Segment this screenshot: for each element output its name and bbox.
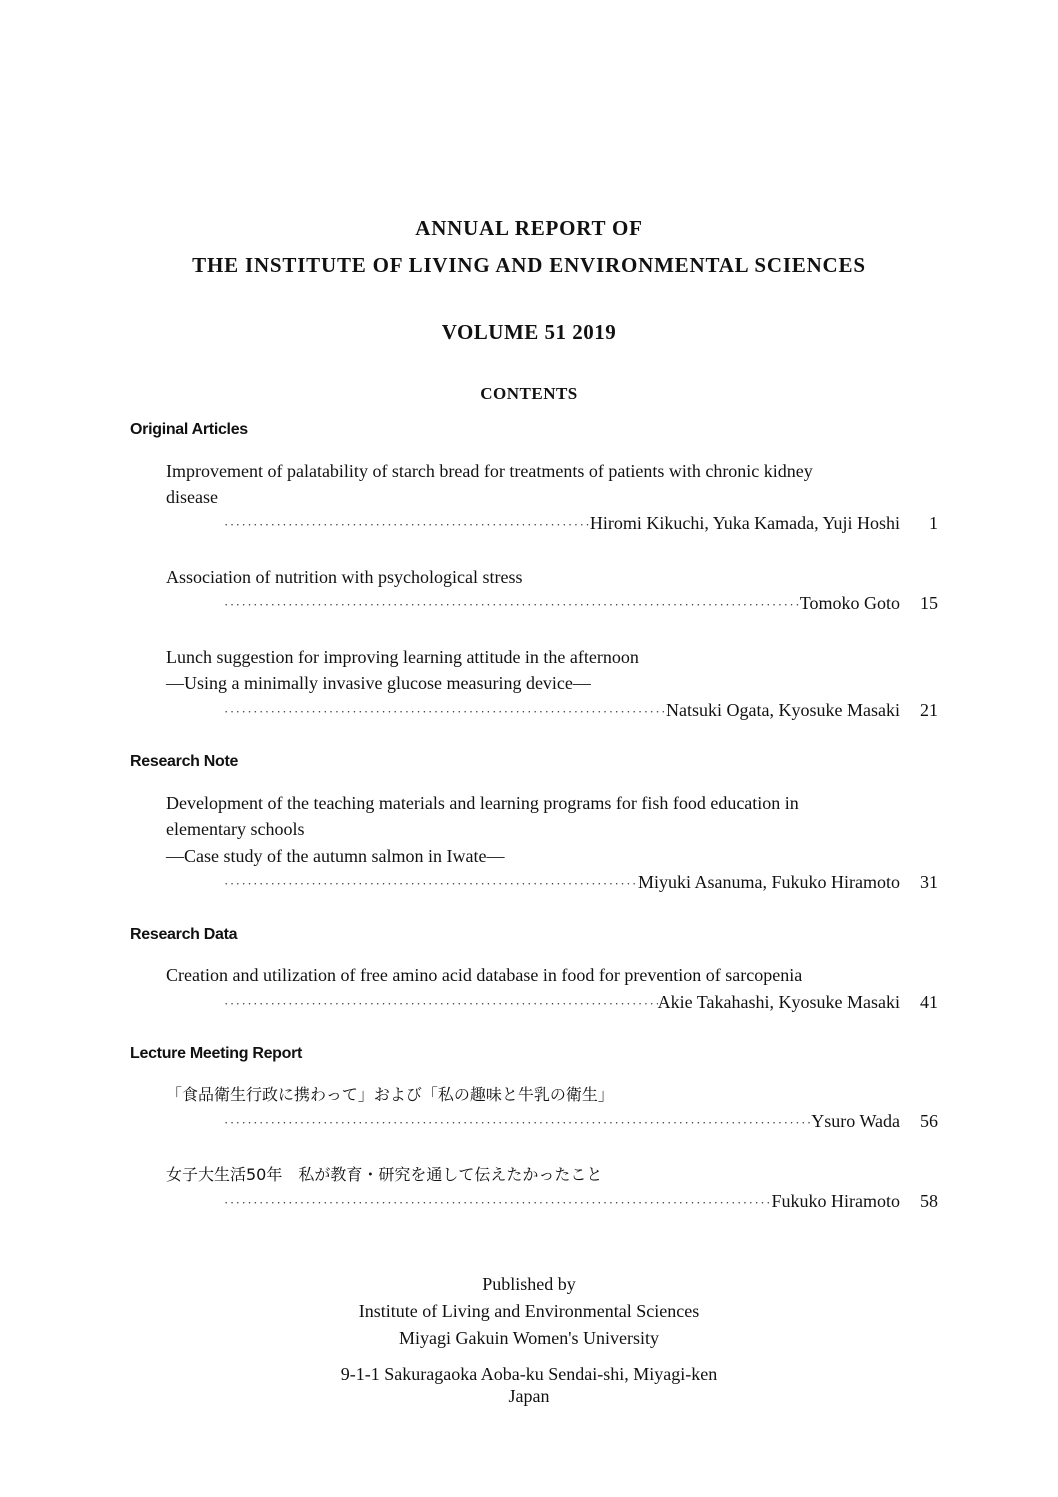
article-byline — [224, 1108, 938, 1134]
article-title-line: 「食品衛生行政に携わって」および「私の趣味と牛乳の衛生」 — [166, 1085, 614, 1104]
article-byline — [224, 590, 938, 616]
article-authors: Natsuki Ogata, Kyosuke Masaki — [666, 700, 900, 720]
article-subtitle-line: —Using a minimally invasive glucose measuring device— — [166, 673, 591, 693]
article-byline — [224, 697, 938, 723]
article-byline — [224, 989, 938, 1015]
section-heading-research-note: Research Note — [130, 753, 239, 770]
article-authors: Fukuko Hiramoto — [771, 1191, 900, 1211]
article-title-line: Improvement of palatability of starch bread for treatments of patients with chronic kidney — [166, 461, 813, 481]
article-title-line: disease — [166, 487, 218, 507]
article-subtitle-line: —Case study of the autumn salmon in Iwate— — [166, 846, 505, 866]
section-heading-lecture-meeting-report: Lecture Meeting Report — [130, 1045, 303, 1062]
leader-dots — [224, 1110, 811, 1136]
leader-dots — [224, 871, 638, 897]
article-page-number: 56 — [920, 1111, 938, 1131]
leader-dots — [224, 512, 590, 538]
article-page-number: 1 — [929, 513, 938, 533]
leader-dots — [224, 1190, 772, 1216]
article-title-line: elementary schools — [166, 819, 305, 839]
report-title-line1: ANNUAL REPORT OF — [415, 216, 643, 240]
publisher-address: 9-1-1 Sakuragaoka Aoba-ku Sendai-shi, Miyagi-ken — [340, 1364, 718, 1384]
article-authors: Hiromi Kikuchi, Yuka Kamada, Yuji Hoshi — [589, 513, 900, 533]
article-authors: Tomoko Goto — [799, 593, 900, 613]
article-authors: Ysuro Wada — [811, 1111, 900, 1131]
article-title-line: Development of the teaching materials and learning programs for fish food education in — [166, 793, 799, 813]
report-title-line2: THE INSTITUTE OF LIVING AND ENVIRONMENTAL SCIENCES — [192, 253, 866, 277]
article-title-line: 女子大生活50年 私が教育・研究を通して伝えたかったこと — [166, 1165, 603, 1184]
publisher-university: Miyagi Gakuin Women's University — [399, 1328, 659, 1348]
article-page-number: 31 — [920, 872, 938, 892]
article-page-number: 21 — [920, 700, 938, 720]
article-title-line: Creation and utilization of free amino acid database in food for prevention of sarcopenia — [166, 965, 803, 985]
article-byline — [224, 869, 938, 895]
leader-dots — [224, 991, 658, 1017]
published-by-label: Published by — [482, 1274, 576, 1294]
article-authors: Akie Takahashi, Kyosuke Masaki — [657, 992, 900, 1012]
volume-label: VOLUME 51 2019 — [441, 320, 617, 344]
article-page-number: 41 — [920, 992, 938, 1012]
article-authors: Miyuki Asanuma, Fukuko Hiramoto — [638, 872, 900, 892]
article-page-number: 15 — [920, 593, 938, 613]
section-heading-original-articles: Original Articles — [130, 421, 248, 438]
leader-dots — [224, 699, 666, 725]
article-title-line: Association of nutrition with psychological stress — [166, 567, 523, 587]
publisher-institute: Institute of Living and Environmental Sciences — [358, 1301, 700, 1321]
article-page-number: 58 — [920, 1191, 938, 1211]
leader-dots — [224, 592, 800, 618]
article-byline — [224, 1188, 938, 1214]
contents-heading: CONTENTS — [480, 384, 578, 403]
section-heading-research-data: Research Data — [130, 926, 238, 943]
article-byline — [224, 510, 938, 536]
article-title-line: Lunch suggestion for improving learning attitude in the afternoon — [166, 647, 639, 667]
publisher-country: Japan — [508, 1386, 550, 1406]
